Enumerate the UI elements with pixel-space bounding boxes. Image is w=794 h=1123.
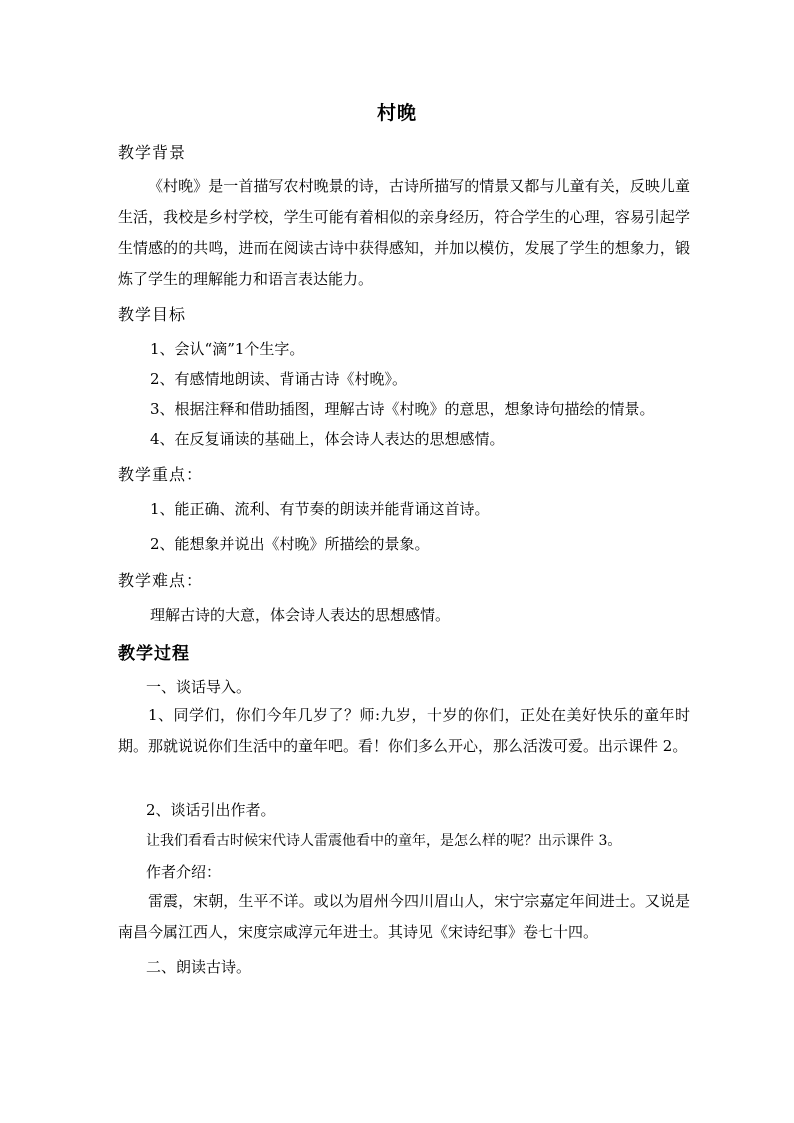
document-title: 村晚 bbox=[376, 102, 417, 124]
background-heading: 教学背景 bbox=[118, 143, 187, 162]
author-paragraph: 雷震，宋朝，生平不详。或以为眉州今四川眉山人，宋宁宗嘉定年间进士。又说是南昌今属江西人，宋度宗咸淳元年进士。其诗见《宋诗纪事》卷七十四。 bbox=[118, 892, 690, 941]
background-paragraph: 《村晚》是一首描写农村晚景的诗，古诗所描写的情景又都与儿童有关，反映儿童生活，我校是乡村学校，学生可能有着相似的亲身经历，符合学生的心理，容易引起学生情感的的共鸣，进而在阅读古诗中获得感知，并加以模仿，发展了学生的想象力，锻炼了学生的理解能力和语言表达能力。 bbox=[118, 177, 690, 288]
process-step-2: 二、朗读古诗。 bbox=[146, 958, 252, 976]
process-heading: 教学过程 bbox=[118, 644, 190, 664]
process-step-1-2-text: 让我们看看古时候宋代诗人雷震他看中的童年，是怎么样的呢？出示课件 3。 bbox=[146, 833, 622, 849]
goal-item: 2、有感情地朗读、背诵古诗《村晚》。 bbox=[150, 370, 408, 388]
goal-item: 4、在反复诵读的基础上，体会诗人表达的思想感情。 bbox=[150, 430, 505, 448]
difficulty-heading: 教学难点： bbox=[118, 571, 204, 590]
key-points-heading: 教学重点： bbox=[118, 465, 204, 484]
key-point-item: 1、能正确、流利、有节奏的朗读并能背诵这首诗。 bbox=[150, 500, 490, 518]
goal-item: 3、根据注释和借助插图，理解古诗《村晚》的意思，想象诗句描绘的情景。 bbox=[150, 400, 655, 418]
process-step-1-2: 2、谈话引出作者。 bbox=[146, 801, 276, 819]
process-step-1: 一、谈话导入。 bbox=[146, 678, 252, 696]
difficulty-text: 理解古诗的大意，体会诗人表达的思想感情。 bbox=[150, 606, 451, 624]
author-label: 作者介绍： bbox=[146, 863, 222, 881]
goals-heading: 教学目标 bbox=[118, 305, 187, 324]
goal-item: 1、会认“滴”1个生字。 bbox=[150, 340, 305, 358]
key-point-item: 2、能想象并说出《村晚》所描绘的景象。 bbox=[150, 535, 430, 553]
process-step-1-paragraph: 1、同学们，你们今年几岁了？师:九岁，十岁的你们，正处在美好快乐的童年时期。那就说说你们生活中的童年吧。看！你们多么开心，那么活泼可爱。出示课件 2。 bbox=[118, 706, 690, 755]
